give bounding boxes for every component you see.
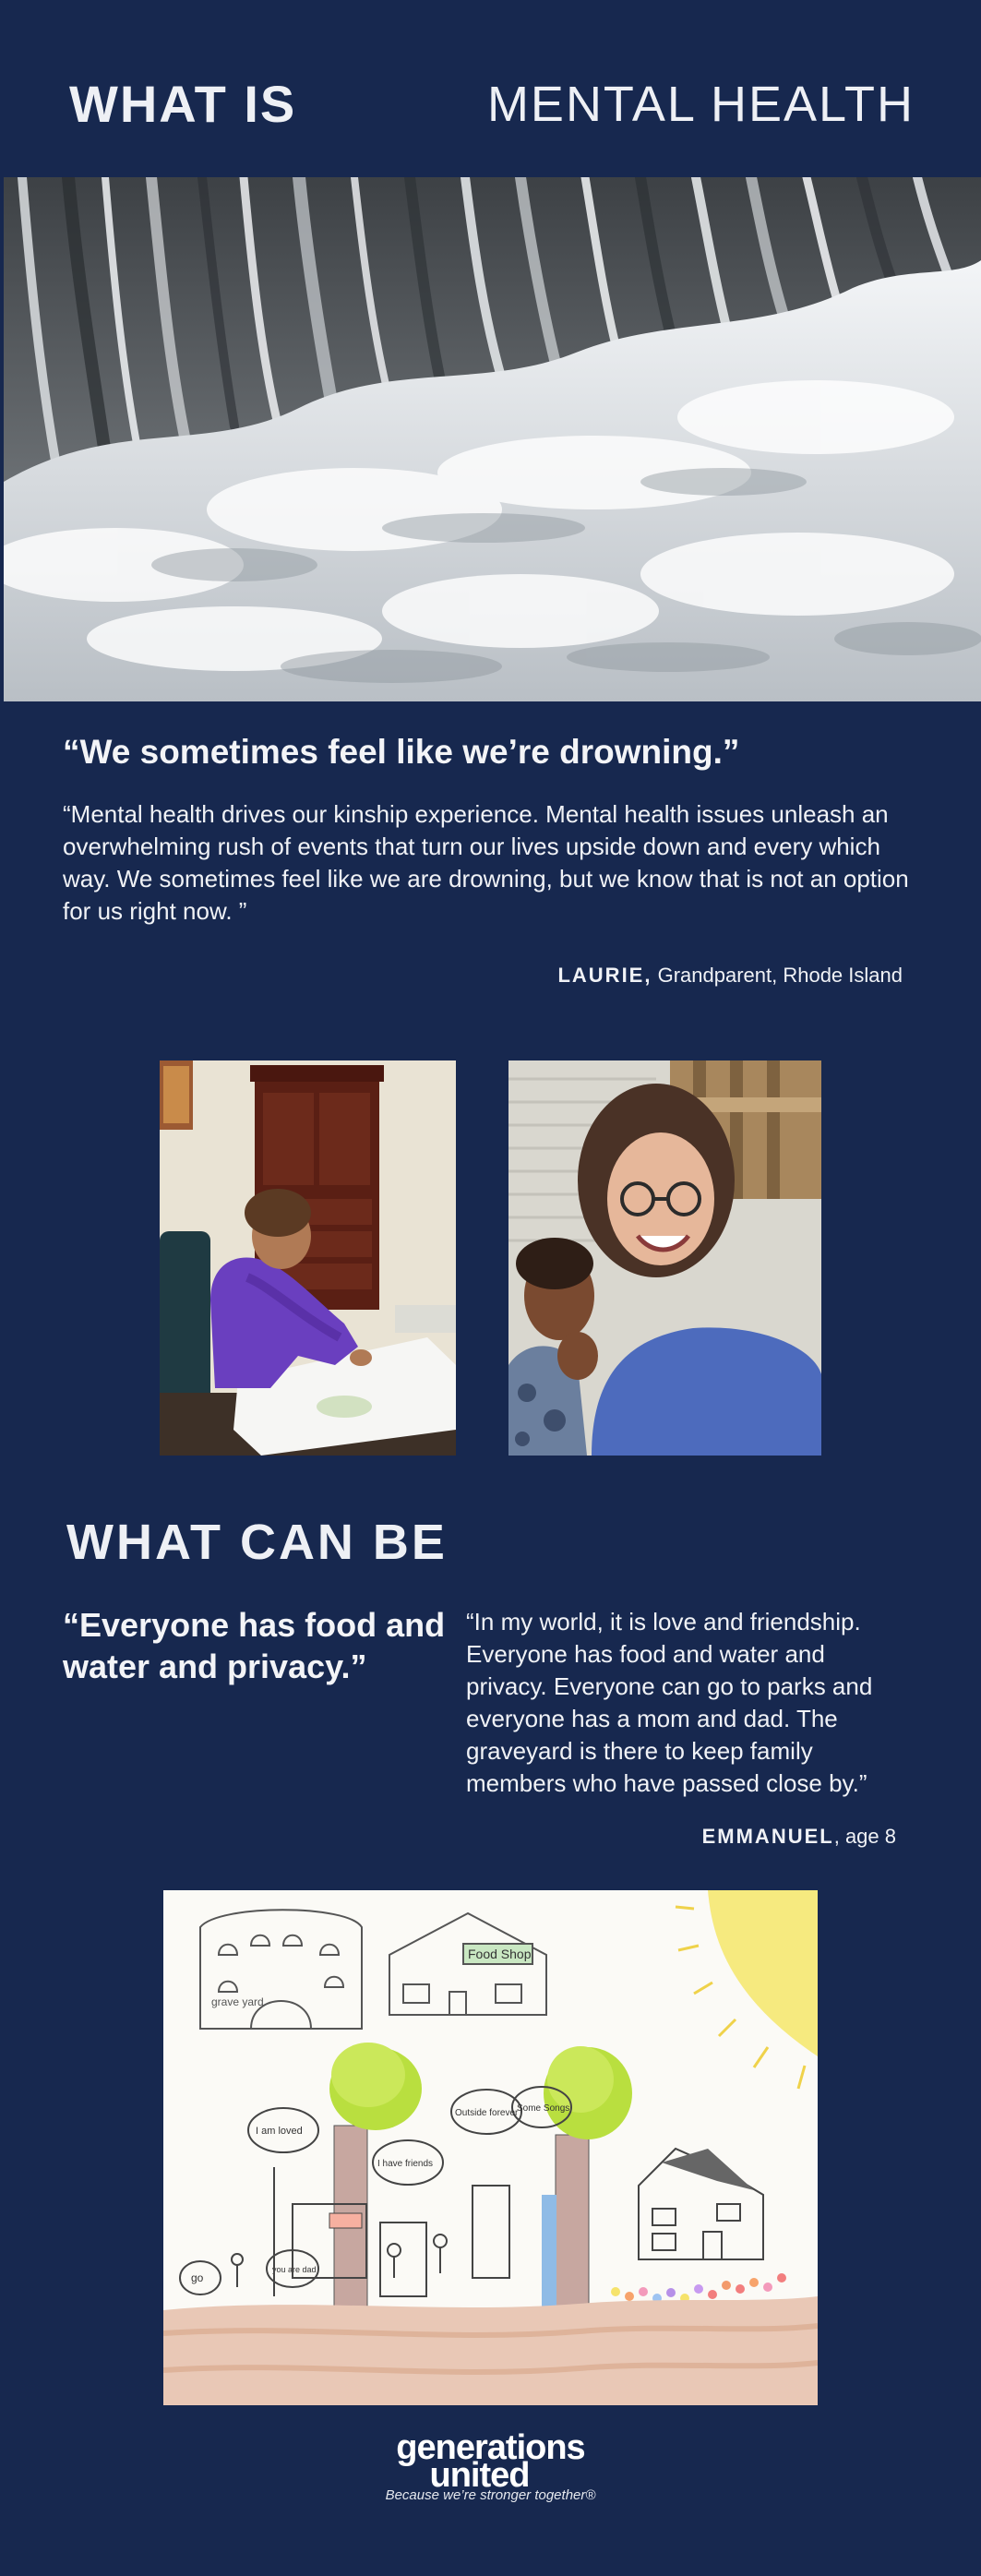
what-can-be-headline: “Everyone has food and water and privacy.” [63, 1606, 446, 1685]
drawing-bubble-2: I have friends [377, 2159, 434, 2169]
drawing-graveyard-label: grave yard [211, 1995, 264, 2008]
logo-united: united [429, 2456, 530, 2495]
what-can-be-body: “In my world, it is love and friendship. Everyone has food and water and privacy. Everyone can go to parks and everyone has a mom and dad. The graveyard is there to keep family members who have passed close by.” [466, 1608, 873, 1797]
drawing-bubble-5: go [191, 2271, 204, 2284]
quote-attribution [557, 964, 903, 988]
what-can-be-title: WHAT CAN BE [66, 1515, 448, 1570]
drawing-bubble-4: Some Songs [517, 2103, 570, 2114]
attribution-role: Grandparent, Rhode Island [657, 964, 903, 987]
drawing-bubble-1: I am loved [256, 2126, 303, 2137]
attribution-age: , age 8 [833, 1825, 896, 1848]
quote-body: “Mental health drives our kinship experience. Mental health issues unleash an overwhelming rush of events that turn our lives upside down and every which way. We sometimes feel like we are drowning, but we know that is not an option for us right now. ” [63, 800, 909, 925]
attribution-name: LAURIE, [557, 964, 652, 987]
child-drawing [163, 1890, 818, 2405]
grandparent-child-photo [508, 1060, 821, 1456]
what-can-be-attribution [702, 1825, 896, 1849]
logo-generations: generations [396, 2428, 585, 2467]
drawing-food-shop-label: Food Shop [468, 1947, 532, 1961]
drawing-bubble-6: you are dad [272, 2265, 317, 2274]
header-mental-health: MENTAL HEALTH [486, 77, 915, 132]
boy-drawing-photo [160, 1060, 456, 1456]
quote-headline: “We sometimes feel like we’re drowning.” [63, 733, 740, 771]
attribution-name-emmanuel: EMMANUEL [701, 1825, 834, 1848]
header-what-is: WHAT IS [69, 75, 297, 133]
logo-tagline: Because we’re stronger together® [385, 2487, 596, 2503]
drawing-bubble-3: Outside forever [455, 2108, 519, 2118]
waterfall-photo [4, 177, 981, 701]
